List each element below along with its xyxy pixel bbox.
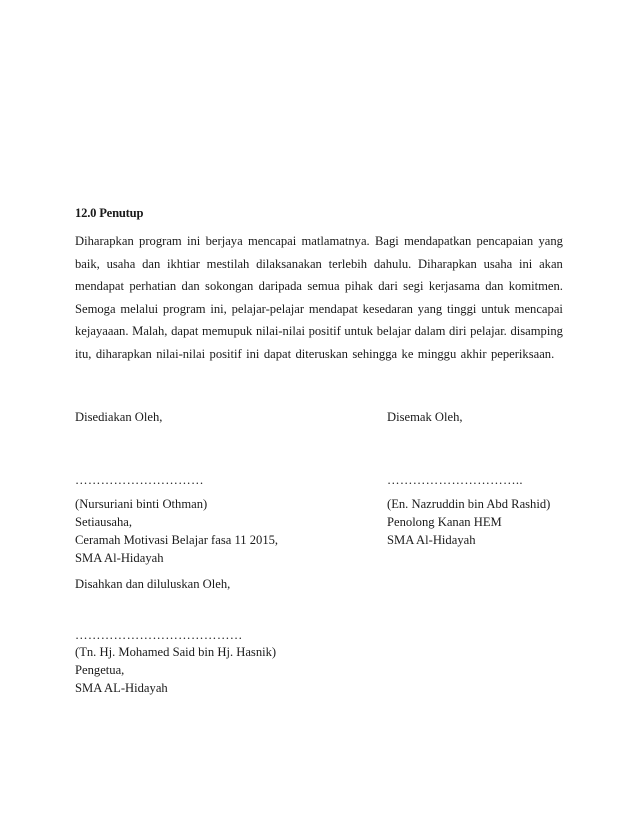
paragraph-word: dapat xyxy=(171,324,199,338)
paragraph-word: pelajar-pelajar xyxy=(231,301,305,316)
checked-by-details xyxy=(387,495,550,549)
paragraph-word: Semoga xyxy=(75,301,116,316)
prepared-by-title: Disediakan Oleh, xyxy=(75,410,163,424)
paragraph-line xyxy=(75,257,563,280)
paragraph-word: yang xyxy=(538,234,563,248)
paragraph-word: Diharapkan xyxy=(418,256,477,271)
paragraph-word: dalam xyxy=(414,324,446,338)
approved-by-details xyxy=(75,643,276,697)
approved-by-title: Disahkan dan diluluskan Oleh, xyxy=(75,577,231,591)
paragraph-word: segi xyxy=(403,279,424,293)
checked-by-school: SMA Al-Hidayah xyxy=(387,533,476,547)
paragraph-word: matlamatnya. xyxy=(301,234,370,248)
paragraph-word: dan xyxy=(142,256,161,271)
paragraph-word: dahulu. xyxy=(373,256,412,271)
paragraph-word: Bagi xyxy=(375,234,399,248)
paragraph-word: terlebih xyxy=(328,256,368,271)
paragraph-word: kejayaaan. xyxy=(75,324,129,338)
paragraph-word: usaha xyxy=(106,256,136,271)
paragraph-word: dilaksanakan xyxy=(256,256,322,271)
prepared-by-name: (Nursuriani binti Othman) xyxy=(75,497,208,511)
paragraph-word: perhatian xyxy=(129,279,177,293)
paragraph-word: daripada xyxy=(258,279,303,293)
paragraph-word: dapat xyxy=(263,346,292,361)
paragraph-line xyxy=(75,324,563,347)
paragraph-word: semua xyxy=(307,279,340,293)
paragraph-word: minggu xyxy=(417,346,457,361)
paragraph-word: ini xyxy=(519,256,533,271)
checked-by-position: Penolong Kanan HEM xyxy=(387,515,502,529)
paragraph-word: mendapat xyxy=(308,301,358,316)
paragraph-word: sehingga xyxy=(352,346,398,361)
paragraph-line xyxy=(75,347,563,370)
approved-by-name: (Tn. Hj. Mohamed Said bin Hj. Hasnik) xyxy=(75,645,277,659)
approved-by-school: SMA AL-Hidayah xyxy=(75,681,168,695)
paragraph-line xyxy=(75,302,563,325)
paragraph-word: untuk xyxy=(481,301,510,316)
paragraph-word: positif xyxy=(308,324,341,338)
paragraph-word: diri xyxy=(449,324,467,338)
prepared-by-signature-line: ………………………… xyxy=(75,473,204,487)
paragraph-word: berjaya xyxy=(205,234,243,248)
paragraph-word: baik, xyxy=(75,256,100,271)
prepared-by-school: SMA Al-Hidayah xyxy=(75,551,164,565)
approved-by-position: Pengetua, xyxy=(75,663,125,677)
paragraph-word: program xyxy=(139,234,182,248)
paragraph-word: Diharapkan xyxy=(75,234,134,248)
paragraph-word: yang xyxy=(417,301,443,316)
paragraph-word: nilai-nilai xyxy=(255,324,305,338)
paragraph-word: ikhtiar xyxy=(167,256,200,271)
paragraph-word: memupuk xyxy=(201,324,253,338)
checked-by-title: Disemak Oleh, xyxy=(387,410,463,424)
paragraph-word: pelajar. xyxy=(470,324,507,338)
paragraph-word: ini, xyxy=(210,301,227,316)
paragraph-word: disamping xyxy=(510,324,563,338)
paragraph-word: belajar xyxy=(376,324,411,338)
paragraph-word: akan xyxy=(539,256,563,271)
paragraph-word: melalui xyxy=(120,301,159,316)
paragraph-word: pencapaian xyxy=(476,234,534,248)
paragraph-word: ini xyxy=(187,234,201,248)
section-heading: 12.0 Penutup xyxy=(75,206,144,220)
paragraph-word: diharapkan xyxy=(95,346,152,361)
paragraph-word: mencapai xyxy=(514,301,563,316)
paragraph-word: program xyxy=(162,301,206,316)
prepared-by-position: Setiausaha, xyxy=(75,515,133,529)
prepared-by-event: Ceramah Motivasi Belajar fasa 11 2015, xyxy=(75,533,279,547)
paragraph-word: untuk xyxy=(344,324,374,338)
paragraph-word: ini xyxy=(246,346,260,361)
paragraph-word: dan xyxy=(485,279,504,293)
checked-by-signature-line: ………………………….. xyxy=(387,473,523,487)
paragraph-word: dan xyxy=(181,279,200,293)
paragraph-word: pihak xyxy=(344,279,373,293)
paragraph-word: usaha xyxy=(483,256,513,271)
paragraph-word: komitmen. xyxy=(508,279,563,293)
paragraph-word: sokongan xyxy=(205,279,254,293)
approved-by-signature-line: ………………………………… xyxy=(75,628,243,642)
paragraph-word: mendapatkan xyxy=(404,234,472,248)
paragraph-word: mencapai xyxy=(247,234,297,248)
paragraph-word: mendapat xyxy=(75,279,124,293)
paragraph-word: kerjasama xyxy=(428,279,480,293)
paragraph-word: ke xyxy=(401,346,414,361)
checked-by-name: (En. Nazruddin bin Abd Rashid) xyxy=(387,497,551,511)
paragraph-word: nilai-nilai xyxy=(156,346,206,361)
paragraph-word: positif xyxy=(209,346,242,361)
prepared-by-details xyxy=(75,495,278,567)
paragraph-word: kesedaran xyxy=(362,301,413,316)
paragraph-word: mestilah xyxy=(206,256,250,271)
paragraph-word: itu, xyxy=(75,346,92,361)
paragraph-word: dari xyxy=(378,279,398,293)
closing-paragraph xyxy=(75,234,563,369)
paragraph-word: diteruskan xyxy=(295,346,348,361)
paragraph-word: tinggi xyxy=(447,301,477,316)
paragraph-word: peperiksaan. xyxy=(490,346,555,361)
paragraph-word: akhir xyxy=(460,346,487,361)
paragraph-word: Malah, xyxy=(132,324,168,338)
paragraph-line xyxy=(75,234,563,257)
paragraph-line xyxy=(75,279,563,302)
